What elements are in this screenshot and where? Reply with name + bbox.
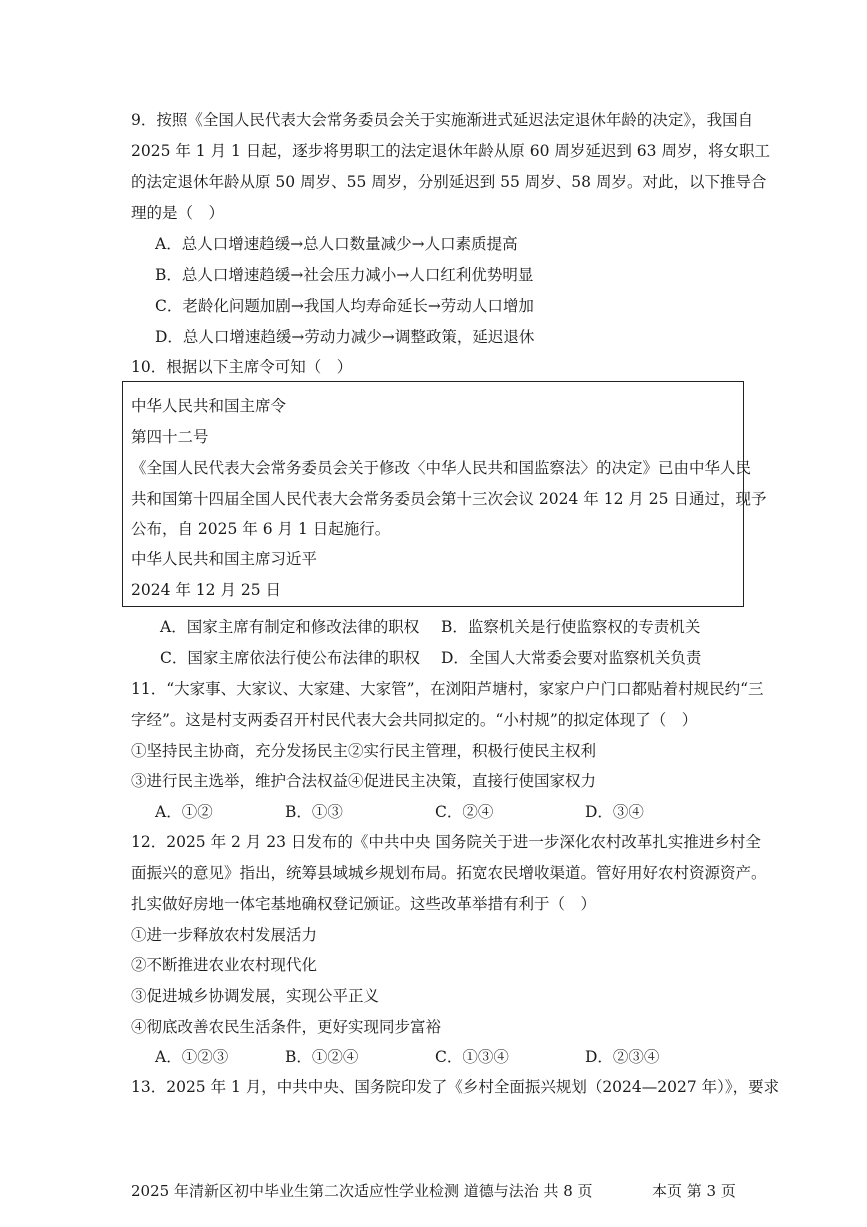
footer-page-number: 本页 第 3 页 (652, 1182, 736, 1200)
q10-option-b: B．监察机关是行使监察权的专责机关 (441, 618, 701, 636)
q10-option-d: D．全国人大常委会要对监察机关负责 (441, 649, 702, 667)
decree-body-line-3: 公布，自 2025 年 6 月 1 日起施行。 (131, 520, 391, 538)
q12-statement-1: ①进一步释放农村发展活力 (131, 926, 318, 944)
q9-option-c: C．老龄化问题加剧→我国人均寿命延长→劳动人口增加 (155, 297, 534, 315)
q13-stem-line-1: 13．2025 年 1 月，中共中央、国务院印发了《乡村全面振兴规划（2024—2027 年）》，要求 (131, 1078, 780, 1096)
q12-option-c: C．①③④ (435, 1048, 509, 1066)
decree-date: 2024 年 12 月 25 日 (131, 581, 282, 599)
q9-stem-line-4: 理的是（ ） (131, 204, 225, 222)
q10-option-c: C．国家主席依法行使公布法律的职权 (160, 649, 420, 667)
q10-stem: 10．根据以下主席令可知（ ） (131, 358, 353, 376)
q11-stem-line-1: 11．“大家事、大家议、大家建、大家管”，在浏阳芦塘村，家家户户门口都贴着村规民约“三 (131, 680, 764, 698)
decree-signature: 中华人民共和国主席习近平 (131, 550, 318, 568)
q12-stem-line-1: 12．2025 年 2 月 23 日发布的《中共中央 国务院关于进一步深化农村改革扎实推进乡村全 (131, 833, 761, 851)
decree-number: 第四十二号 (131, 428, 209, 446)
decree-body-line-2: 共和国第十四届全国人民代表大会常务委员会第十三次会议 2024 年 12 月 25 日通过，现予 (131, 490, 767, 508)
q11-option-c: C．②④ (435, 803, 494, 821)
decree-body-line-1: 《全国人民代表大会常务委员会关于修改〈中华人民共和国监察法〉的决定》已由中华人民 (131, 459, 752, 477)
q12-option-a: A．①②③ (155, 1048, 229, 1066)
decree-title: 中华人民共和国主席令 (131, 397, 287, 415)
q12-option-b: B．①②④ (285, 1048, 359, 1066)
q11-option-a: A．①② (155, 803, 213, 821)
q12-option-d: D．②③④ (585, 1048, 660, 1066)
q12-statement-2: ②不断推进农业农村现代化 (131, 956, 318, 974)
q11-option-b: B．①③ (285, 803, 343, 821)
q12-stem-line-2: 面振兴的意见》指出，统筹县域城乡规划布局。拓宽农民增收渠道。管好用好农村资源资产。 (131, 864, 767, 882)
q9-stem-line-3: 的法定退休年龄从原 50 周岁、55 周岁，分别延迟到 55 周岁、58 周岁。对此，以下推导合 (131, 173, 767, 191)
q12-stem-line-3: 扎实做好房地一体宅基地确权登记颁证。这些改革举措有利于（ ） (131, 895, 597, 913)
q9-option-b: B．总人口增速趋缓→社会压力减小→人口红利优势明显 (155, 266, 534, 284)
q11-statement-line-2: ③进行民主选举，维护合法权益④促进民主决策，直接行使国家权力 (131, 772, 597, 790)
q11-stem-line-2: 字经”。这是村支两委召开村民代表大会共同拟定的。“小村规”的拟定体现了（ ） (131, 711, 698, 729)
q9-option-a: A．总人口增速趋缓→总人口数量减少→人口素质提高 (155, 235, 518, 253)
q11-statement-line-1: ①坚持民主协商，充分发扬民主②实行民主管理，积极行使民主权利 (131, 742, 597, 760)
q9-option-d: D．总人口增速趋缓→劳动力减少→调整政策，延迟退休 (155, 328, 535, 346)
q12-statement-3: ③促进城乡协调发展，实现公平正义 (131, 987, 380, 1005)
q9-stem-line-2: 2025 年 1 月 1 日起，逐步将男职工的法定退休年龄从原 60 周岁延迟到 63 周岁，将女职工 (131, 142, 770, 160)
q11-option-d: D．③④ (585, 803, 644, 821)
q12-statement-4: ④彻底改善农民生活条件，更好实现同步富裕 (131, 1018, 442, 1036)
footer-exam-info: 2025 年清新区初中毕业生第二次适应性学业检测 道德与法治 共 8 页 (131, 1182, 593, 1200)
q9-stem-line-1: 9．按照《全国人民代表大会常务委员会关于实施渐进式延迟法定退休年龄的决定》，我国自 (131, 111, 754, 129)
q10-option-a: A．国家主席有制定和修改法律的职权 (160, 618, 420, 636)
